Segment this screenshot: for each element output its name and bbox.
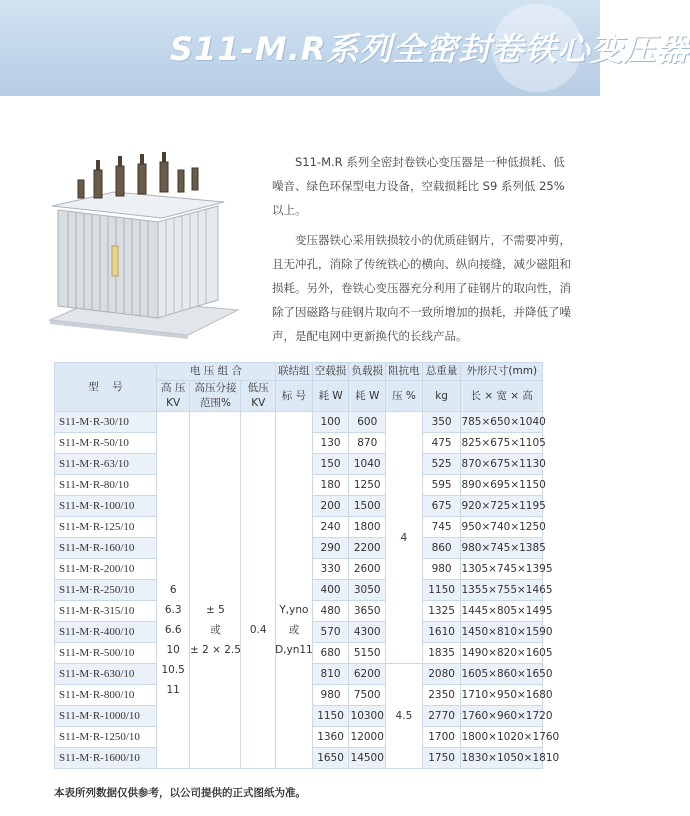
connection-value: 或 [288, 624, 300, 636]
table-cell: S11-M·R-80/10 [55, 475, 157, 496]
intro-text [272, 150, 572, 354]
table-cell: 600 [349, 412, 386, 433]
table-cell: 1040 [349, 454, 386, 475]
table-cell: 180 [312, 475, 349, 496]
table-cell: S11-M·R-50/10 [55, 433, 157, 454]
table-cell: 2770 [422, 706, 461, 727]
table-cell: 980 [312, 685, 349, 706]
table-cell: 785×650×1040 [461, 412, 543, 433]
table-cell: 6200 [349, 664, 386, 685]
table-cell: S11-M·R-100/10 [55, 496, 157, 517]
table-cell: 825×675×1105 [461, 433, 543, 454]
table-cell: 5150 [349, 643, 386, 664]
tap-values [190, 412, 241, 769]
table-cell: S11-M·R-1600/10 [55, 748, 157, 769]
table-cell: 1250 [349, 475, 386, 496]
col-noload-unit: 耗 W [312, 381, 349, 412]
table-cell: 3050 [349, 580, 386, 601]
table-cell: 7500 [349, 685, 386, 706]
col-connection-2: 标 号 [276, 381, 313, 412]
table-cell: 1490×820×1605 [461, 643, 543, 664]
col-model: 型 号 [55, 363, 157, 412]
table-cell: 1800×1020×1760 [461, 727, 543, 748]
table-cell: 1610 [422, 622, 461, 643]
table-cell: 980 [422, 559, 461, 580]
intro-paragraph: 变压器铁心采用铁损较小的优质硅钢片，不需要冲剪，且无冲孔，消除了传统铁心的横向、纵向接缝，减少磁阻和损耗。另外，卷铁心变压器充分利用了硅钢片的取向性，消除了因磁路与硅钢片取向不一致所增加的损耗，并降低了噪声，是配电网中更新换代的长线产品。 [272, 233, 571, 343]
hv-value: 6 [169, 584, 177, 596]
table-cell: 1605×860×1650 [461, 664, 543, 685]
table-cell: 130 [312, 433, 349, 454]
table-cell: 1360 [312, 727, 349, 748]
table-cell: 810 [312, 664, 349, 685]
col-voltage-group: 电 压 组 合 [156, 363, 275, 381]
table-cell: 1500 [349, 496, 386, 517]
tap-value: ± 2 × 2.5 [189, 644, 241, 656]
col-lv: 低压 KV [241, 381, 276, 412]
table-row [55, 412, 543, 433]
table-cell: 1835 [422, 643, 461, 664]
table-cell: 1445×805×1495 [461, 601, 543, 622]
header-band [0, 0, 690, 96]
table-cell: 890×695×1150 [461, 475, 543, 496]
page-title: S11-M.R系列全密封卷铁心变压器 [170, 30, 690, 68]
hv-values [156, 412, 190, 769]
col-load: 负载损 [349, 363, 386, 381]
table-cell: 920×725×1195 [461, 496, 543, 517]
table-cell: S11-M·R-400/10 [55, 622, 157, 643]
table-cell: S11-M·R-1000/10 [55, 706, 157, 727]
table-cell: 4300 [349, 622, 386, 643]
table-cell: 150 [312, 454, 349, 475]
table-cell: 10300 [349, 706, 386, 727]
table-cell: 14500 [349, 748, 386, 769]
table-cell: 240 [312, 517, 349, 538]
table-cell: 525 [422, 454, 461, 475]
col-weight: 总重量 [422, 363, 461, 381]
table-cell: 1700 [422, 727, 461, 748]
table-cell: 745 [422, 517, 461, 538]
table-cell: 12000 [349, 727, 386, 748]
connection-value: D,yn11 [275, 644, 313, 656]
table-cell: 675 [422, 496, 461, 517]
connection-values [276, 412, 313, 769]
table-cell: 480 [312, 601, 349, 622]
table-cell: 870 [349, 433, 386, 454]
table-cell: 1650 [312, 748, 349, 769]
col-dims: 外形尺寸(mm) [461, 363, 543, 381]
table-cell: 350 [422, 412, 461, 433]
table-cell: 200 [312, 496, 349, 517]
impedance-value: 4.5 [386, 664, 423, 769]
table-cell: 570 [312, 622, 349, 643]
col-hv: 高 压 KV [156, 381, 190, 412]
col-tap: 高压分接 范围% [190, 381, 241, 412]
table-cell: 475 [422, 433, 461, 454]
table-cell: 595 [422, 475, 461, 496]
footer-note: 本表所列数据仅供参考，以公司提供的正式图纸为准。 [54, 787, 306, 799]
table-cell: 3650 [349, 601, 386, 622]
table-cell: 1760×960×1720 [461, 706, 543, 727]
table-cell: S11-M·R-160/10 [55, 538, 157, 559]
table-cell: 950×740×1250 [461, 517, 543, 538]
table-cell: S11-M·R-200/10 [55, 559, 157, 580]
table-cell: S11-M·R-250/10 [55, 580, 157, 601]
tap-value: 或 [210, 624, 221, 636]
table-cell: 1800 [349, 517, 386, 538]
table-cell: S11-M·R-1250/10 [55, 727, 157, 748]
col-impedance-unit: 压 % [386, 381, 423, 412]
table-cell: 1830×1050×1810 [461, 748, 543, 769]
col-weight-unit: kg [422, 381, 461, 412]
col-load-unit: 耗 W [349, 381, 386, 412]
hv-value: 11 [166, 684, 180, 696]
table-cell: S11-M·R-630/10 [55, 664, 157, 685]
spec-table [54, 362, 560, 769]
table-cell: S11-M·R-63/10 [55, 454, 157, 475]
table-cell: 2600 [349, 559, 386, 580]
table-cell: 330 [312, 559, 349, 580]
table-cell: 100 [312, 412, 349, 433]
col-impedance: 阻抗电 [386, 363, 423, 381]
lv-value: 0.4 [241, 412, 276, 769]
hv-value: 6.6 [164, 624, 182, 636]
col-connection: 联结组 [276, 363, 313, 381]
table-cell: 860 [422, 538, 461, 559]
table-cell: S11-M·R-125/10 [55, 517, 157, 538]
table-cell: 1150 [422, 580, 461, 601]
table-cell: 680 [312, 643, 349, 664]
table-cell: S11-M·R-500/10 [55, 643, 157, 664]
hv-value: 10 [166, 644, 180, 656]
table-cell: 2200 [349, 538, 386, 559]
col-dims-unit: 长 × 宽 × 高 [461, 381, 543, 412]
table-cell: 1305×745×1395 [461, 559, 543, 580]
connection-value: Y,yno [279, 604, 309, 616]
table-cell: 1450×810×1590 [461, 622, 543, 643]
table-cell: 1355×755×1465 [461, 580, 543, 601]
table-cell: 1750 [422, 748, 461, 769]
table-cell: 1150 [312, 706, 349, 727]
table-cell: 1710×950×1680 [461, 685, 543, 706]
table-cell: S11-M·R-30/10 [55, 412, 157, 433]
impedance-value: 4 [386, 412, 423, 664]
col-noload: 空载损 [312, 363, 349, 381]
table-cell: 400 [312, 580, 349, 601]
tap-value: ± 5 [206, 604, 225, 616]
table-cell: 290 [312, 538, 349, 559]
table-cell: 980×745×1385 [461, 538, 543, 559]
intro-paragraph: S11-M.R 系列全密封卷铁心变压器是一种低损耗、低噪音、绿色环保型电力设备，空载损耗比 S9 系列低 25% 以上。 [272, 155, 565, 217]
table-cell: 870×675×1130 [461, 454, 543, 475]
hv-value: 10.5 [161, 664, 185, 676]
transformer-image [38, 150, 248, 340]
hv-value: 6.3 [164, 604, 182, 616]
table-cell: 2350 [422, 685, 461, 706]
table-cell: S11-M·R-315/10 [55, 601, 157, 622]
table-cell: S11-M·R-800/10 [55, 685, 157, 706]
table-cell: 2080 [422, 664, 461, 685]
table-cell: 1325 [422, 601, 461, 622]
